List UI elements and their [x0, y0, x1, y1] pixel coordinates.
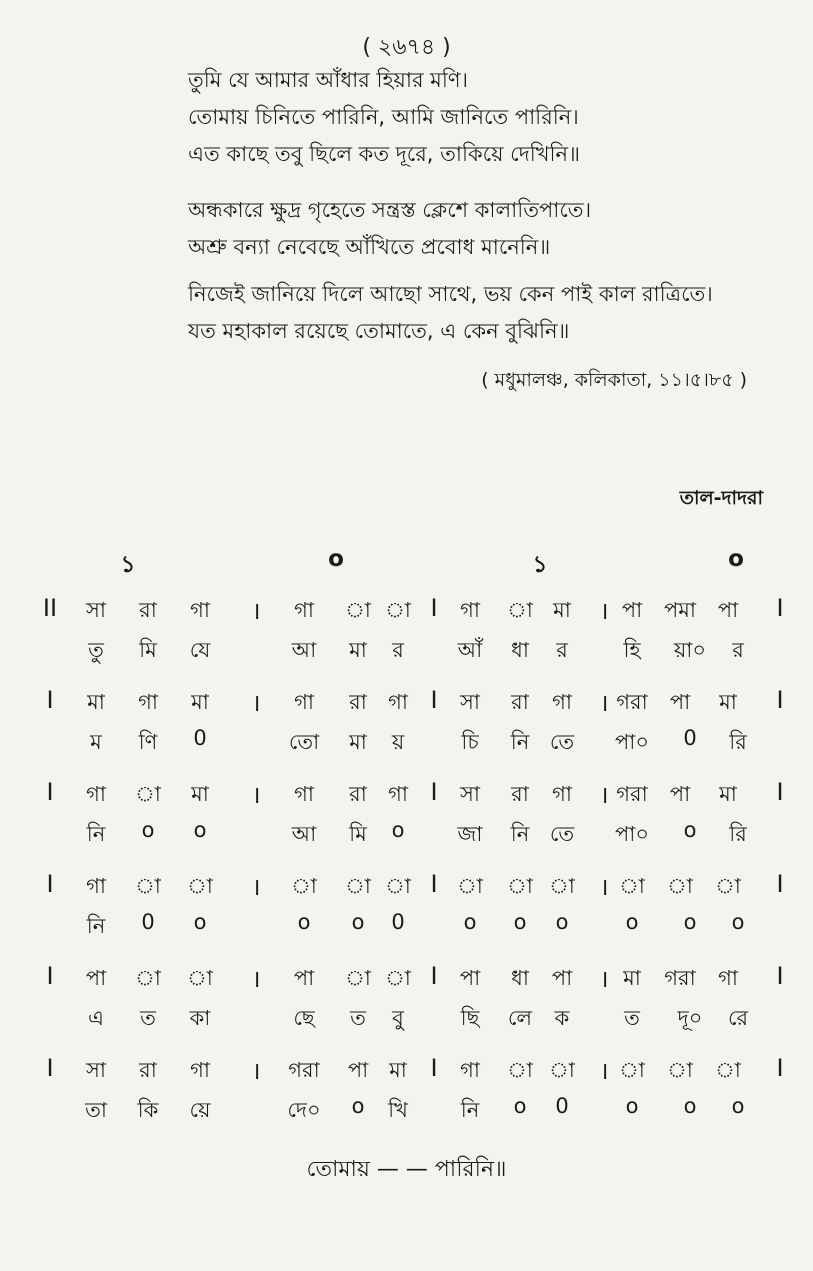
lyric-syllable: র	[732, 638, 744, 662]
swara-note: গা	[294, 598, 314, 622]
lyric-syllable: খি	[388, 1098, 408, 1122]
swara-note: গরা	[616, 782, 648, 806]
swara-note: সা	[86, 598, 106, 622]
lyric-syllable: 0	[391, 910, 405, 934]
lyric-syllable: o	[555, 910, 569, 934]
swara-note: া	[135, 874, 161, 898]
swara-note: া	[135, 782, 161, 806]
poem-line: অন্ধকারে ক্ষুদ্র গৃহেতে সন্ত্রস্ত ক্লেশে কালাতিপাতে।	[188, 198, 592, 222]
swara-note: মা	[553, 598, 571, 622]
swara-note: া	[187, 874, 213, 898]
lyric-syllable: র	[392, 638, 404, 662]
lyric-syllable: য়ে	[189, 1098, 211, 1122]
bar-line: I	[776, 870, 784, 898]
bar-line: I	[776, 1054, 784, 1082]
lyric-syllable: ছে	[293, 1006, 315, 1030]
lyric-syllable: জা	[457, 822, 483, 846]
bar-line: I	[46, 778, 54, 806]
lyric-syllable: কা	[189, 1006, 211, 1030]
lyric-syllable: ণি	[138, 730, 158, 754]
swara-note: গা	[86, 782, 106, 806]
tala-label: তাল-দাদরা	[679, 487, 763, 509]
swara-note: া	[457, 874, 483, 898]
lyric-syllable: o	[297, 910, 311, 934]
swara-note: া	[715, 874, 741, 898]
lyric-syllable: এ	[88, 1006, 104, 1030]
swara-note: া	[507, 874, 533, 898]
lyric-syllable: o	[731, 1094, 745, 1118]
swara-note: া	[385, 966, 411, 990]
swara-note: া	[135, 966, 161, 990]
lyric-syllable: রি	[729, 730, 747, 754]
lyric-syllable: o	[513, 910, 527, 934]
bar-line: I	[46, 870, 54, 898]
swara-note: পা	[293, 966, 315, 990]
lyric-syllable: তু	[88, 638, 104, 662]
lyric-syllable: ধা	[511, 638, 529, 662]
lyric-syllable: o	[351, 910, 365, 934]
lyric-syllable: o	[731, 910, 745, 934]
final-refrain: তোমায় — — পারিনি॥	[306, 1157, 507, 1182]
bar-line: ।	[599, 873, 609, 901]
swara-note: সা	[460, 782, 480, 806]
bar-line: I	[430, 778, 438, 806]
bar-line: I	[430, 594, 438, 622]
swara-note: া	[345, 598, 371, 622]
bar-line: ।	[599, 597, 609, 625]
swara-note: রা	[139, 1058, 157, 1082]
lyric-syllable: o	[683, 1094, 697, 1118]
bar-line: I	[46, 1054, 54, 1082]
swara-note: রা	[349, 690, 367, 714]
swara-note: মা	[389, 1058, 407, 1082]
swara-note: মা	[719, 782, 737, 806]
swara-note: পা	[621, 598, 643, 622]
bar-line: I	[776, 594, 784, 622]
swara-note: পা	[669, 782, 691, 806]
lyric-syllable: চি	[461, 730, 479, 754]
bar-line: ।	[251, 965, 261, 993]
lyric-syllable: ক	[554, 1006, 570, 1030]
lyric-syllable: দূ০	[677, 1006, 703, 1030]
lyric-syllable: 0	[141, 910, 155, 934]
lyric-syllable: তে	[549, 822, 575, 846]
swara-note: গা	[294, 782, 314, 806]
poem-line: নিজেই জানিয়ে দিলে আছো সাথে, ভয় কেন পাই কাল রাত্রিতে।	[188, 282, 713, 306]
lyric-syllable: বু	[392, 1006, 404, 1030]
lyric-syllable: নি	[510, 730, 530, 754]
swara-note: মা	[623, 966, 641, 990]
lyric-syllable: নি	[86, 822, 106, 846]
source-citation: ( মধুমালঞ্চ, কলিকাতা, ১১।৫।৮৫ )	[481, 369, 747, 391]
swara-note: গা	[388, 690, 408, 714]
swara-note: া	[345, 966, 371, 990]
swara-note: গা	[718, 966, 738, 990]
swara-note: া	[345, 874, 371, 898]
swara-note: গা	[552, 782, 572, 806]
lyric-syllable: মি	[139, 638, 157, 662]
beat-mark: o	[328, 546, 344, 572]
poem-line: যত মহাকাল রয়েছে তোমাতে, এ কেন বুঝিনি॥	[188, 319, 570, 343]
lyric-syllable: র	[556, 638, 568, 662]
lyric-syllable: ছি	[460, 1006, 480, 1030]
swara-note: পা	[669, 690, 691, 714]
swara-note: রা	[511, 690, 529, 714]
swara-note: মা	[719, 690, 737, 714]
swara-note: মা	[191, 690, 209, 714]
lyric-syllable: পা০	[615, 822, 649, 846]
lyric-syllable: o	[193, 910, 207, 934]
lyric-syllable: পা০	[615, 730, 649, 754]
lyric-syllable: o	[683, 818, 697, 842]
beat-mark: o	[728, 546, 744, 572]
bar-line: ।	[251, 597, 261, 625]
swara-note: া	[619, 874, 645, 898]
bar-line: ।	[251, 689, 261, 717]
poem-line: অশ্রু বন্যা নেবেছে আঁখিতে প্রবোধ মানেনি॥	[188, 235, 551, 259]
swara-note: গা	[460, 598, 480, 622]
swara-note: পা	[459, 966, 481, 990]
lyric-syllable: ত	[624, 1006, 640, 1030]
lyric-syllable: ত	[350, 1006, 366, 1030]
lyric-syllable: নি	[460, 1098, 480, 1122]
lyric-syllable: দে০	[287, 1098, 321, 1122]
lyric-syllable: 0	[193, 726, 207, 750]
lyric-syllable: নি	[510, 822, 530, 846]
swara-note: া	[619, 1058, 645, 1082]
bar-line: I	[430, 1054, 438, 1082]
lyric-syllable: 0	[683, 726, 697, 750]
swara-note: া	[667, 874, 693, 898]
lyric-syllable: মি	[349, 822, 367, 846]
swara-note: গা	[552, 690, 572, 714]
lyric-syllable: য়া০	[673, 638, 707, 662]
bar-line: ।	[599, 781, 609, 809]
swara-note: গরা	[616, 690, 648, 714]
lyric-syllable: o	[463, 910, 477, 934]
lyric-syllable: ত	[140, 1006, 156, 1030]
swara-note: গা	[138, 690, 158, 714]
bar-line: ।	[599, 1057, 609, 1085]
swara-note: পা	[347, 1058, 369, 1082]
bar-line: ।	[251, 1057, 261, 1085]
bar-line: I	[430, 870, 438, 898]
poem-line: তোমায় চিনিতে পারিনি, আমি জানিতে পারিনি।	[188, 105, 579, 129]
swara-note: া	[187, 966, 213, 990]
lyric-syllable: o	[141, 818, 155, 842]
lyric-syllable: য়	[391, 730, 405, 754]
swara-note: সা	[460, 690, 480, 714]
lyric-syllable: ম	[90, 730, 102, 754]
swara-note: া	[667, 1058, 693, 1082]
lyric-syllable: o	[625, 1094, 639, 1118]
lyric-syllable: o	[625, 910, 639, 934]
swara-note: া	[549, 1058, 575, 1082]
swara-note: রা	[511, 782, 529, 806]
lyric-syllable: হি	[623, 638, 641, 662]
page-number: ( ২৬৭৪ )	[362, 35, 451, 60]
swara-note: া	[385, 598, 411, 622]
swara-note: গা	[388, 782, 408, 806]
lyric-syllable: রে	[727, 1006, 749, 1030]
bar-line: I	[776, 778, 784, 806]
beat-mark: ১	[532, 552, 548, 578]
swara-note: মা	[191, 782, 209, 806]
swara-note: গরা	[664, 966, 696, 990]
swara-note: া	[549, 874, 575, 898]
lyric-syllable: কি	[137, 1098, 159, 1122]
swara-note: গা	[190, 1058, 210, 1082]
swara-note: া	[715, 1058, 741, 1082]
swara-note: া	[291, 874, 317, 898]
swara-note: গরা	[288, 1058, 320, 1082]
poem-line: এত কাছে তবু ছিলে কত দূরে, তাকিয়ে দেখিনি॥	[188, 142, 580, 166]
poem-line: তুমি যে আমার আঁধার হিয়ার মণি।	[188, 68, 469, 92]
swara-note: ধা	[511, 966, 529, 990]
lyric-syllable: o	[513, 1094, 527, 1118]
lyric-syllable: o	[391, 818, 405, 842]
bar-line: ।	[599, 965, 609, 993]
bar-line: I	[430, 686, 438, 714]
bar-line: I	[46, 962, 54, 990]
swara-note: া	[507, 1058, 533, 1082]
lyric-syllable: তো	[288, 730, 320, 754]
lyric-syllable: আ	[291, 638, 317, 662]
swara-note: পা	[85, 966, 107, 990]
lyric-syllable: o	[193, 818, 207, 842]
swara-note: গা	[86, 874, 106, 898]
beat-mark: ১	[120, 552, 136, 578]
lyric-syllable: নি	[86, 914, 106, 938]
bar-line: I	[776, 686, 784, 714]
bar-line: I	[430, 962, 438, 990]
swara-note: া	[507, 598, 533, 622]
swara-note: া	[385, 874, 411, 898]
bar-line: ।	[599, 689, 609, 717]
poem-stanza-3	[188, 276, 713, 350]
lyric-syllable: যে	[189, 638, 211, 662]
swara-note: রা	[349, 782, 367, 806]
bar-line: ।	[251, 781, 261, 809]
swara-note: পা	[551, 966, 573, 990]
swara-note: গা	[460, 1058, 480, 1082]
lyric-syllable: লে	[507, 1006, 533, 1030]
bar-line: I	[46, 686, 54, 714]
swara-note: গা	[294, 690, 314, 714]
lyric-syllable: o	[683, 910, 697, 934]
swara-note: সা	[86, 1058, 106, 1082]
poem-stanza-2	[188, 192, 591, 266]
swara-note: পা	[717, 598, 739, 622]
swara-note: রা	[139, 598, 157, 622]
lyric-syllable: আঁ	[457, 638, 483, 662]
swara-note: পমা	[663, 598, 697, 622]
lyric-syllable: তে	[549, 730, 575, 754]
lyric-syllable: রি	[729, 822, 747, 846]
lyric-syllable: মা	[349, 638, 367, 662]
lyric-syllable: o	[351, 1094, 365, 1118]
lyric-syllable: 0	[555, 1094, 569, 1118]
lyric-syllable: তা	[85, 1098, 107, 1122]
bar-line: ।	[251, 873, 261, 901]
bar-line: I	[776, 962, 784, 990]
swara-note: মা	[87, 690, 105, 714]
lyric-syllable: মা	[349, 730, 367, 754]
poem-stanza-1	[188, 62, 580, 173]
bar-line: II	[42, 594, 58, 622]
lyric-syllable: আ	[291, 822, 317, 846]
swara-note: গা	[190, 598, 210, 622]
